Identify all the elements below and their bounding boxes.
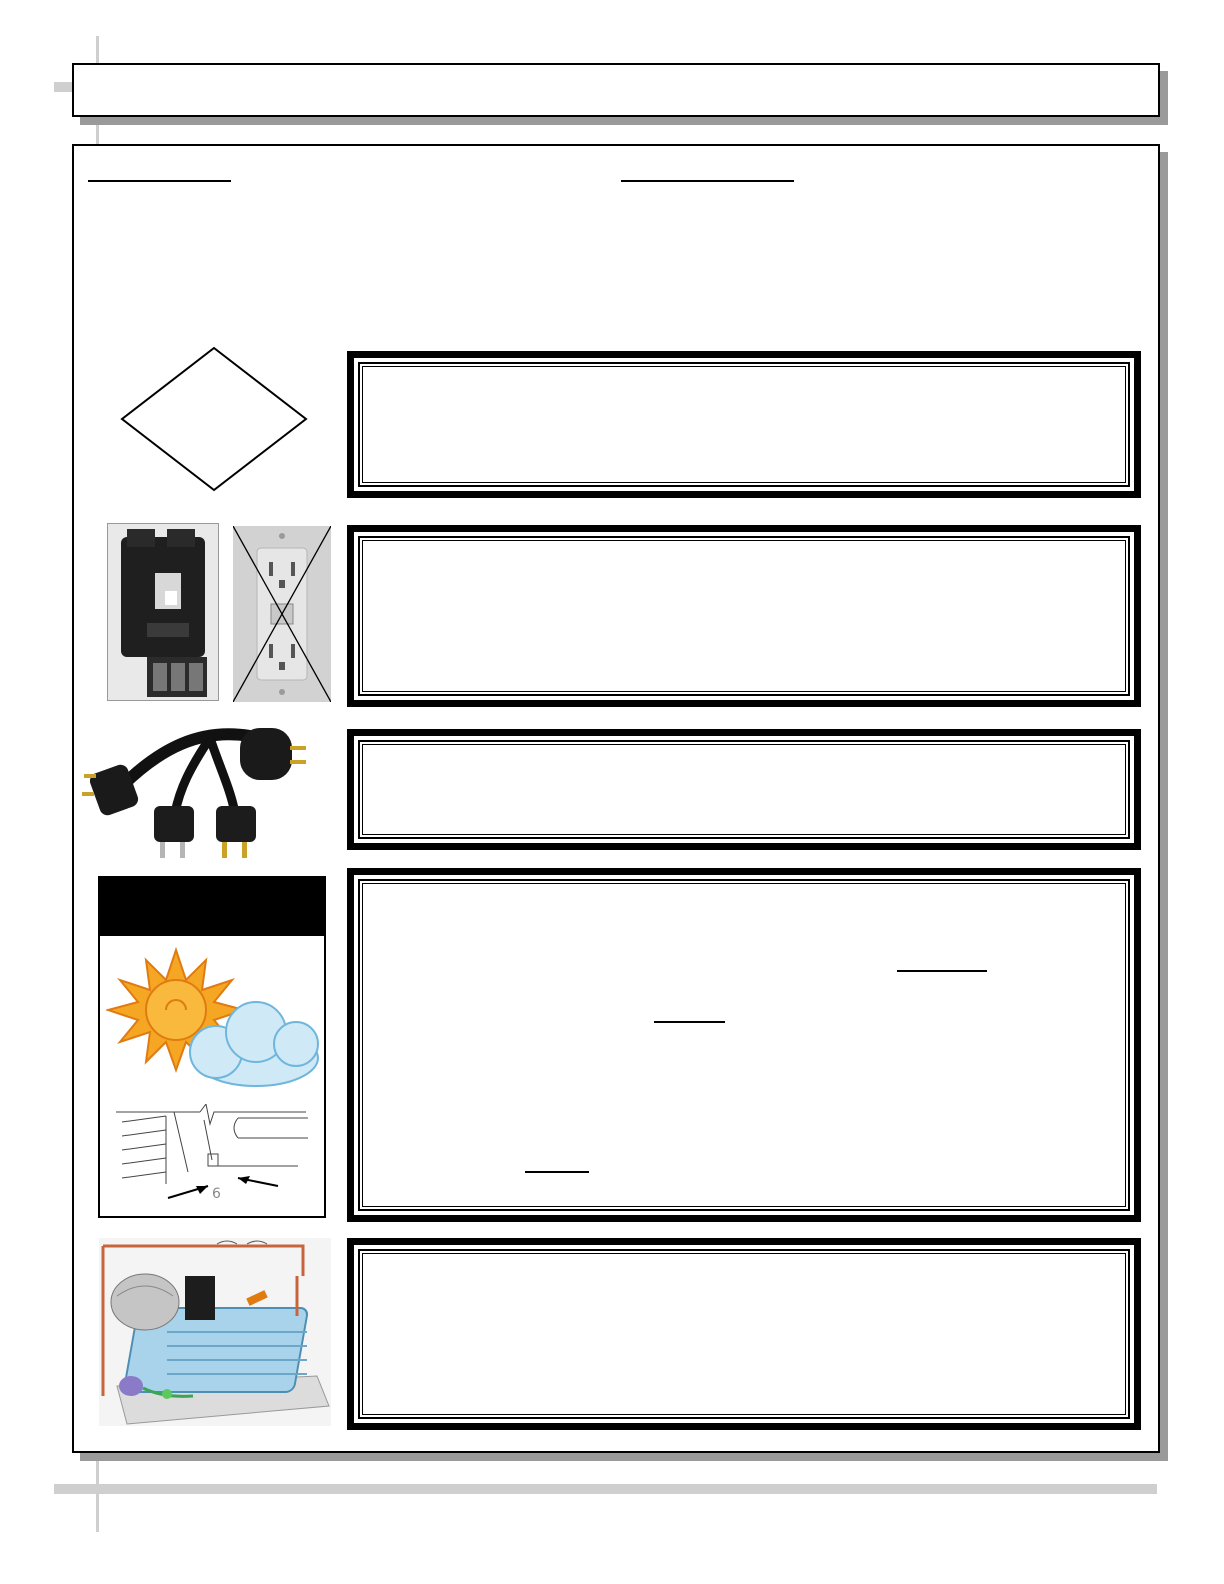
notice-2: [347, 525, 1141, 707]
clearance-diagram: [108, 1104, 318, 1212]
environment-panel: [98, 876, 326, 1218]
plug-cords-photo: [80, 718, 330, 866]
circuit-breaker-photo: [107, 523, 219, 701]
bottom-guide-bar: [54, 1484, 1157, 1494]
notice-4-underline-1: [897, 970, 987, 972]
sun-cloud-icon: [106, 940, 324, 1100]
refrigeration-unit-diagram: [97, 1236, 333, 1428]
right-heading-underline: [621, 180, 794, 182]
diamond-warning-icon: [118, 345, 310, 493]
notice-4-underline-2: [654, 1021, 725, 1023]
notice-5: [347, 1238, 1141, 1430]
gfci-outlet-crossed-out: [233, 526, 331, 702]
notice-4: [347, 868, 1141, 1222]
left-heading-underline: [88, 180, 231, 182]
notice-3: [347, 729, 1141, 850]
top-guide-tab: [54, 82, 74, 92]
notice-1: [347, 351, 1141, 498]
environment-header: [100, 878, 324, 936]
environment-header-label: [100, 878, 324, 894]
clearance-dimension-label: 6: [212, 1186, 221, 1202]
notice-4-underline-3: [525, 1171, 589, 1173]
title-box: [72, 63, 1160, 117]
